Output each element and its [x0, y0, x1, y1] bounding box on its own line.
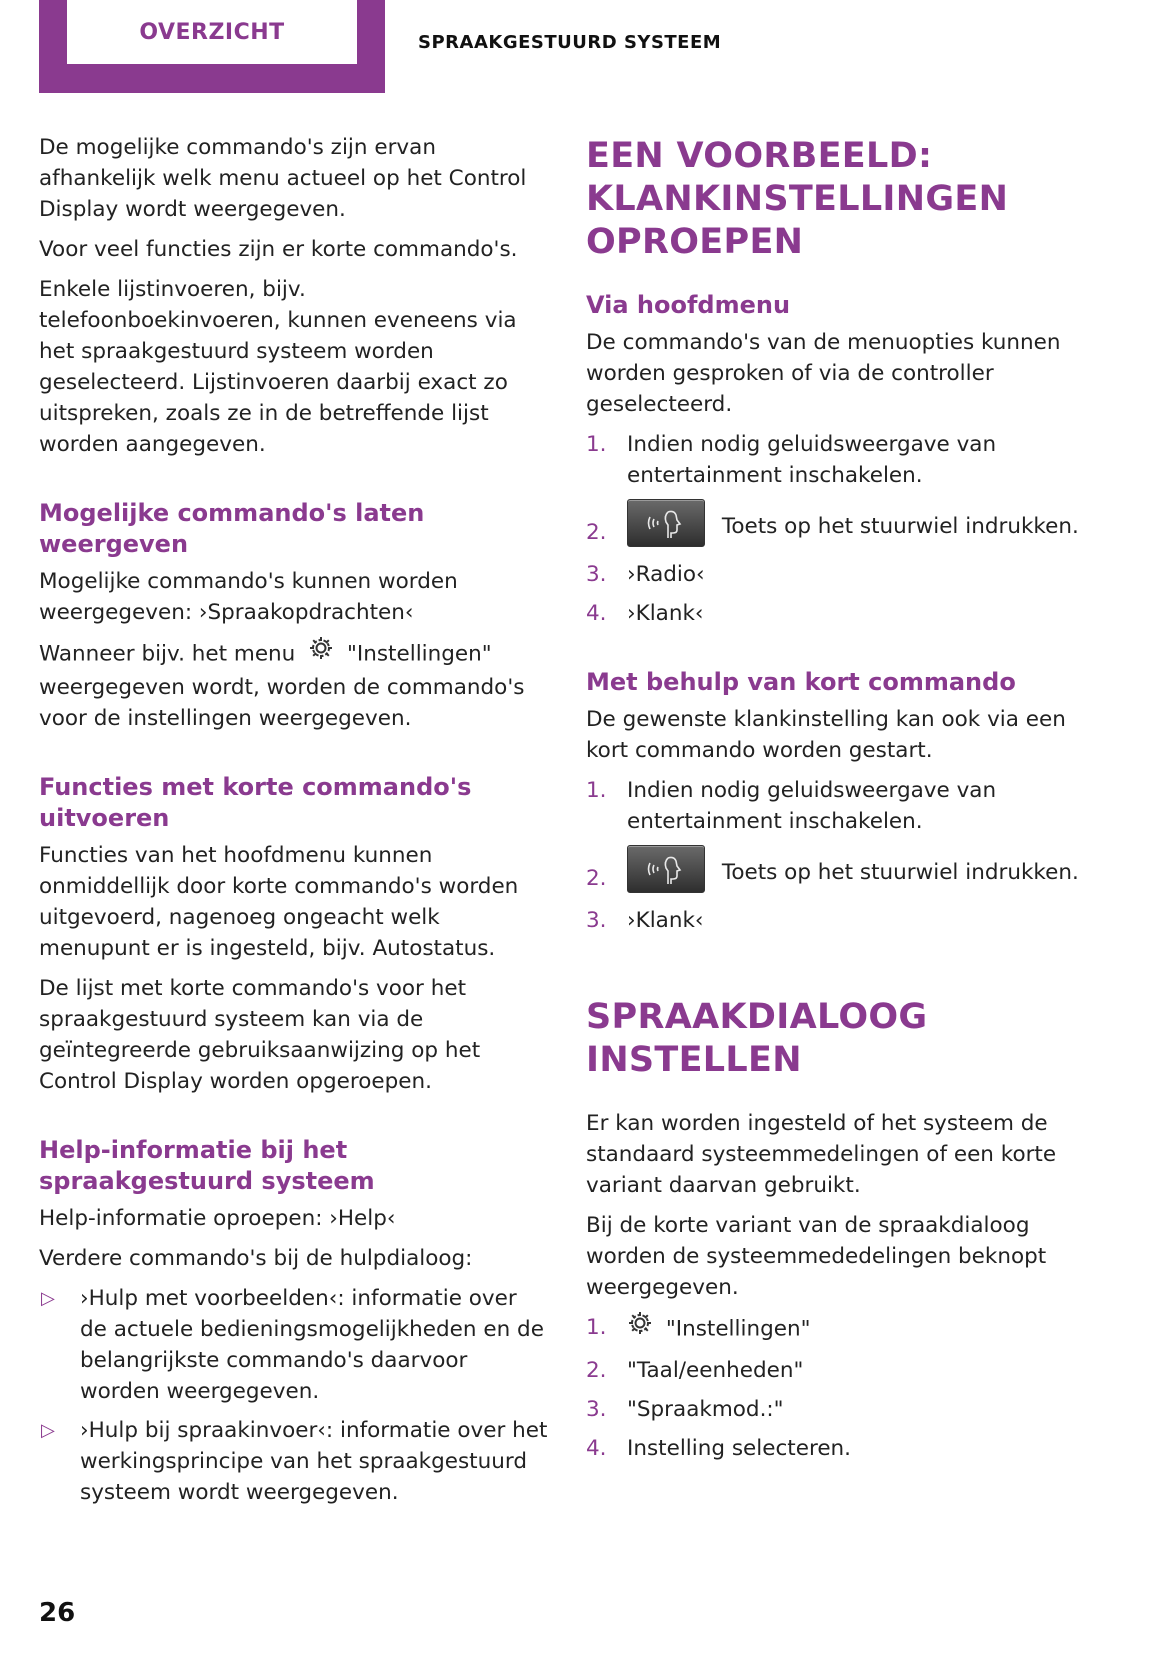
- subheading-short-command: Met behulp van kort commando: [586, 668, 1016, 696]
- text: weergegeven wordt, worden de commando's voor de instellingen weergegeven.: [39, 675, 525, 731]
- header-tab-inner: [67, 0, 357, 64]
- step-number: 3.: [586, 908, 607, 933]
- section-title: SPRAAKGESTUURD SYSTEEM: [418, 32, 722, 53]
- right-column: [586, 135, 1096, 1474]
- step-text: ›Radio‹: [627, 562, 705, 587]
- list-item: [39, 1283, 549, 1407]
- paragraph: Mogelijke commando's kunnen worden weergegeven: ›Spraakopdrachten‹: [39, 569, 458, 625]
- paragraph: De lijst met korte commando's voor het spraakgestuurd systeem kan via de geïntegreerde gebruiksaanwijzing op het Control Display worden opgeroepen.: [39, 976, 481, 1094]
- step-text: Indien nodig geluidsweergave van entertainment inschakelen.: [627, 778, 997, 834]
- list-item: [586, 598, 1096, 629]
- list-item: [586, 1394, 1096, 1425]
- intro-paragraph: Voor veel functies zijn er korte commando's.: [39, 237, 518, 262]
- step-text: Toets op het stuurwiel indrukken.: [721, 514, 1079, 539]
- step-number: 2.: [586, 1358, 607, 1383]
- step-text: ›Klank‹: [627, 908, 704, 933]
- step-number: 4.: [586, 1436, 607, 1461]
- paragraph: Functies van het hoofdmenu kunnen onmiddellijk door korte commando's worden uitgevoerd, nagenoeg ongeacht welk menupunt er is ingesteld, bijv. Autostatus.: [39, 843, 519, 961]
- text: Wanneer bijv. het menu: [39, 641, 296, 667]
- step-number: 1.: [586, 1315, 607, 1340]
- header-tab: [39, 0, 385, 93]
- step-text: "Instellingen": [665, 1316, 811, 1342]
- list-item: [586, 1312, 1096, 1347]
- triangle-bullet-icon: ▷: [41, 1288, 55, 1309]
- subheading-help: Help-informatie bij het spraakgestuurd systeem: [39, 1136, 375, 1195]
- step-text: Toets op het stuurwiel indrukken.: [721, 860, 1079, 885]
- step-text: "Taal/eenheden": [627, 1358, 804, 1383]
- chapter-label: OVERZICHT: [139, 19, 285, 45]
- list-item: [586, 429, 1096, 491]
- steps-via-main-menu: [586, 429, 1096, 629]
- step-number: 2.: [586, 520, 607, 545]
- step-number: 1.: [586, 432, 607, 457]
- help-bullet-list: [39, 1283, 549, 1508]
- step-number: 3.: [586, 562, 607, 587]
- paragraph: Er kan worden ingesteld of het systeem de standaard systeemmedelingen of een korte variant daarvan gebruikt.: [586, 1111, 1057, 1198]
- subheading-possible-commands: Mogelijke commando's laten weergeven: [39, 499, 425, 558]
- triangle-bullet-icon: ▷: [41, 1420, 55, 1441]
- step-text: Indien nodig geluidsweergave van entertainment inschakelen.: [627, 432, 997, 488]
- list-item: [586, 775, 1096, 837]
- subheading-short-commands: Functies met korte commando's uitvoeren: [39, 773, 472, 832]
- paragraph: Verdere commando's bij de hulpdialoog:: [39, 1246, 473, 1271]
- page-number: 26: [39, 1598, 76, 1628]
- intro-paragraph: Enkele lijstinvoeren, bijv. telefoonboekinvoeren, kunnen eveneens via het spraakgestuurd systeem worden geselecteerd. Lijstinvoeren daarbij exact zo uitspreken, zoals ze in de betreffende lijst worden aangegeven.: [39, 277, 517, 457]
- list-item: [586, 849, 1096, 897]
- heading-example: EEN VOORBEELD: KLANKINSTELLINGEN OPROEPEN: [586, 136, 1009, 262]
- gear-icon: [308, 635, 334, 670]
- paragraph: Bij de korte variant van de spraakdialoog worden de systeemmededelingen beknopt weergegeven.: [586, 1213, 1047, 1300]
- paragraph: De commando's van de menuopties kunnen worden gesproken of via de controller geselecteerd.: [586, 330, 1061, 417]
- list-item: [39, 1415, 549, 1508]
- subheading-via-main-menu: Via hoofdmenu: [586, 291, 791, 319]
- step-number: 2.: [586, 866, 607, 891]
- step-text: Instelling selecteren.: [627, 1436, 852, 1461]
- list-item: [586, 503, 1096, 551]
- paragraph-settings-menu: [39, 637, 549, 734]
- steps-short-command: [586, 775, 1096, 936]
- steps-voice-dialog: [586, 1312, 1096, 1464]
- left-column: [39, 132, 549, 1516]
- step-number: 1.: [586, 778, 607, 803]
- intro-paragraph: De mogelijke commando's zijn ervan afhankelijk welk menu actueel op het Control Display wordt weergegeven.: [39, 135, 527, 222]
- heading-voice-dialog: SPRAAKDIALOOG INSTELLEN: [586, 997, 928, 1080]
- step-text: "Spraakmod.:": [627, 1397, 784, 1422]
- bullet-text: ›Hulp bij spraakinvoer‹: informatie over het werkingsprincipe van het spraakgestuurd systeem wordt weergegeven.: [80, 1418, 548, 1505]
- gear-icon: [627, 1310, 653, 1345]
- voice-button-icon: [627, 499, 705, 547]
- list-item: [586, 1433, 1096, 1464]
- voice-button-icon: [627, 845, 705, 893]
- list-item: [586, 1355, 1096, 1386]
- list-item: [586, 559, 1096, 590]
- bullet-text: ›Hulp met voorbeelden‹: informatie over de actuele bedieningsmogelijkheden en de belangrijkste commando's daarvoor worden weergegeven.: [80, 1286, 544, 1404]
- step-number: 4.: [586, 601, 607, 626]
- list-item: [586, 905, 1096, 936]
- text: "Instellingen": [347, 641, 492, 667]
- step-number: 3.: [586, 1397, 607, 1422]
- step-text: ›Klank‹: [627, 601, 704, 626]
- paragraph: Help-informatie oproepen: ›Help‹: [39, 1206, 396, 1231]
- paragraph: De gewenste klankinstelling kan ook via een kort commando worden gestart.: [586, 707, 1066, 763]
